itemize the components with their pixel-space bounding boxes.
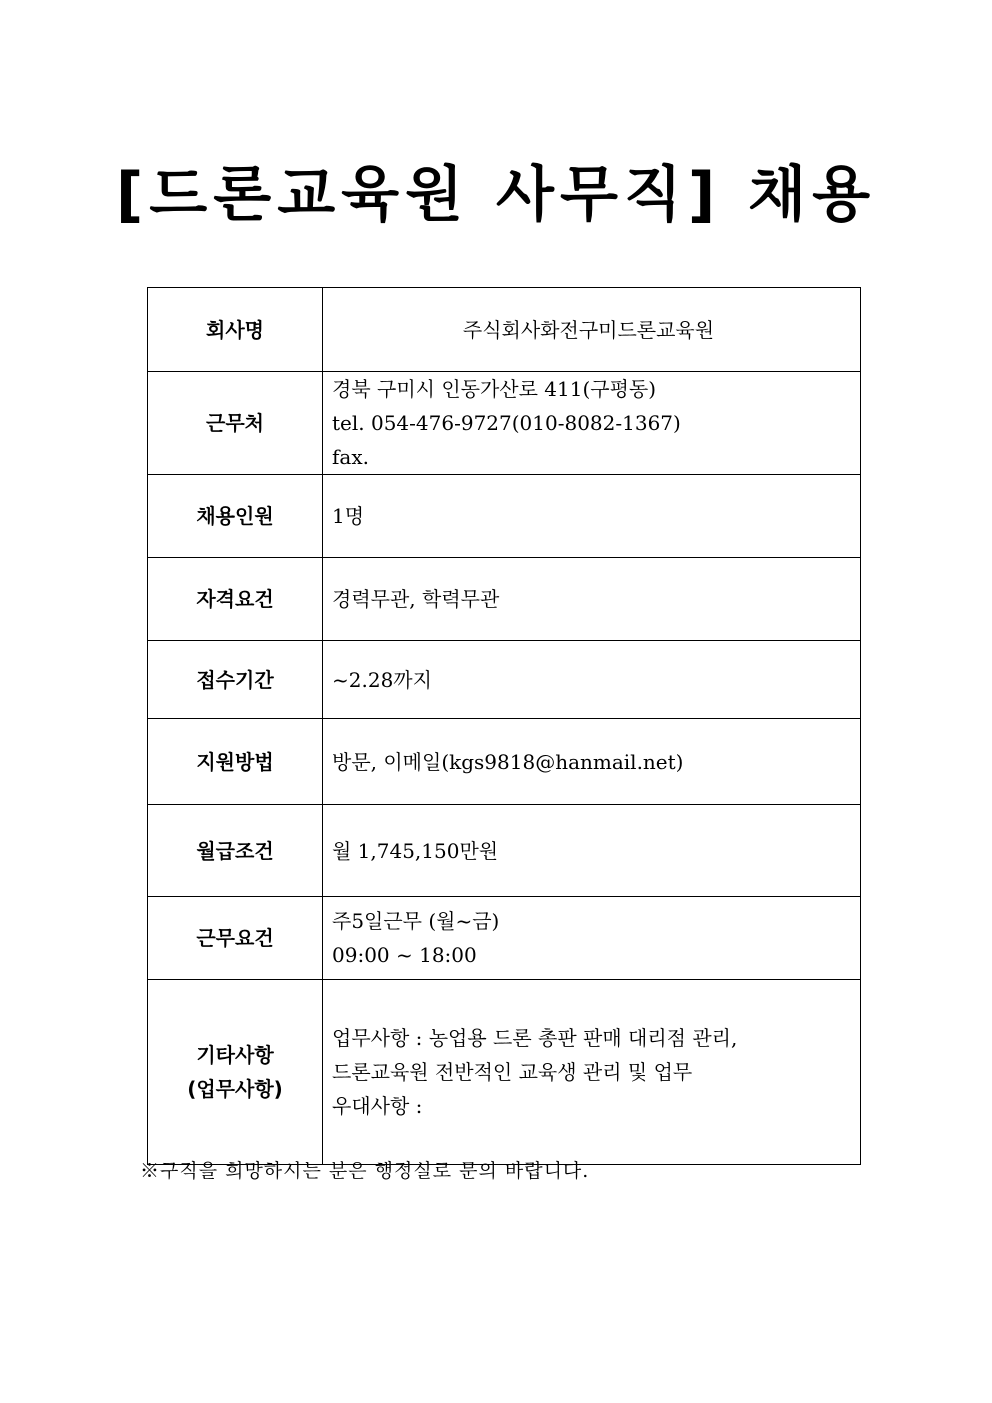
- row-label-application-period: 접수기간: [148, 641, 323, 719]
- row-value-application-method: [323, 719, 861, 805]
- row-value-headcount: [323, 475, 861, 558]
- application-method-value: 방문, 이메일(kgs9818@hanmail.net): [332, 749, 684, 774]
- row-label-other-details: [148, 980, 323, 1165]
- table-row-qualifications: [148, 558, 861, 641]
- row-value-company: [323, 288, 861, 372]
- row-value-salary: [323, 805, 861, 897]
- row-value-working-conditions: [323, 897, 861, 980]
- row-label-workplace: 근무처: [148, 372, 323, 475]
- table-row-application-period: [148, 641, 861, 719]
- row-label-salary: 월급조건: [148, 805, 323, 897]
- salary-value: 월 1,745,150만원: [332, 838, 499, 863]
- headcount-value: 1명: [332, 504, 365, 528]
- working-days: 주5일근무 (월~금): [332, 909, 500, 933]
- row-value-workplace: [323, 372, 861, 475]
- table-row-application-method: [148, 719, 861, 805]
- row-label-working-conditions: 근무요건: [148, 897, 323, 980]
- row-label-application-method: 지원방법: [148, 719, 323, 805]
- company-name: 주식회사화전구미드론교육원: [462, 317, 715, 342]
- row-value-other-details: [323, 980, 861, 1165]
- table-row-other-details: [148, 980, 861, 1165]
- recruitment-table: [147, 287, 861, 1165]
- row-value-qualifications: [323, 558, 861, 641]
- page-title: [드론교육원 사무직] 채용: [115, 160, 877, 230]
- other-details-label: 기타사항: [196, 1043, 274, 1067]
- row-label-qualifications: 자격요건: [148, 558, 323, 641]
- workplace-tel: tel. 054-476-9727(010-8082-1367): [332, 411, 681, 435]
- working-hours: 09:00 ~ 18:00: [332, 943, 477, 967]
- table-row-workplace: [148, 372, 861, 475]
- other-details-sublabel: (업무사항): [187, 1077, 283, 1101]
- application-period-value: ~2.28까지: [332, 667, 432, 692]
- workplace-fax: fax.: [332, 445, 369, 469]
- duties-line-2: 드론교육원 전반적인 교육생 관리 및 업무: [332, 1060, 693, 1084]
- row-value-application-period: [323, 641, 861, 719]
- preferences-line: 우대사항 :: [332, 1094, 423, 1118]
- table-row-company: [148, 288, 861, 372]
- table-row-working-conditions: [148, 897, 861, 980]
- workplace-address: 경북 구미시 인동가산로 411(구평동): [332, 377, 657, 401]
- table-row-salary: [148, 805, 861, 897]
- duties-line-1: 업무사항 : 농업용 드론 총판 판매 대리점 관리,: [332, 1026, 738, 1050]
- footer-notice: ※구직을 희망하시는 분은 행정실로 문의 바랍니다.: [140, 1160, 590, 1182]
- row-label-headcount: 채용인원: [148, 475, 323, 558]
- table-row-headcount: [148, 475, 861, 558]
- qualifications-value: 경력무관, 학력무관: [332, 587, 500, 611]
- row-label-company: 회사명: [148, 288, 323, 372]
